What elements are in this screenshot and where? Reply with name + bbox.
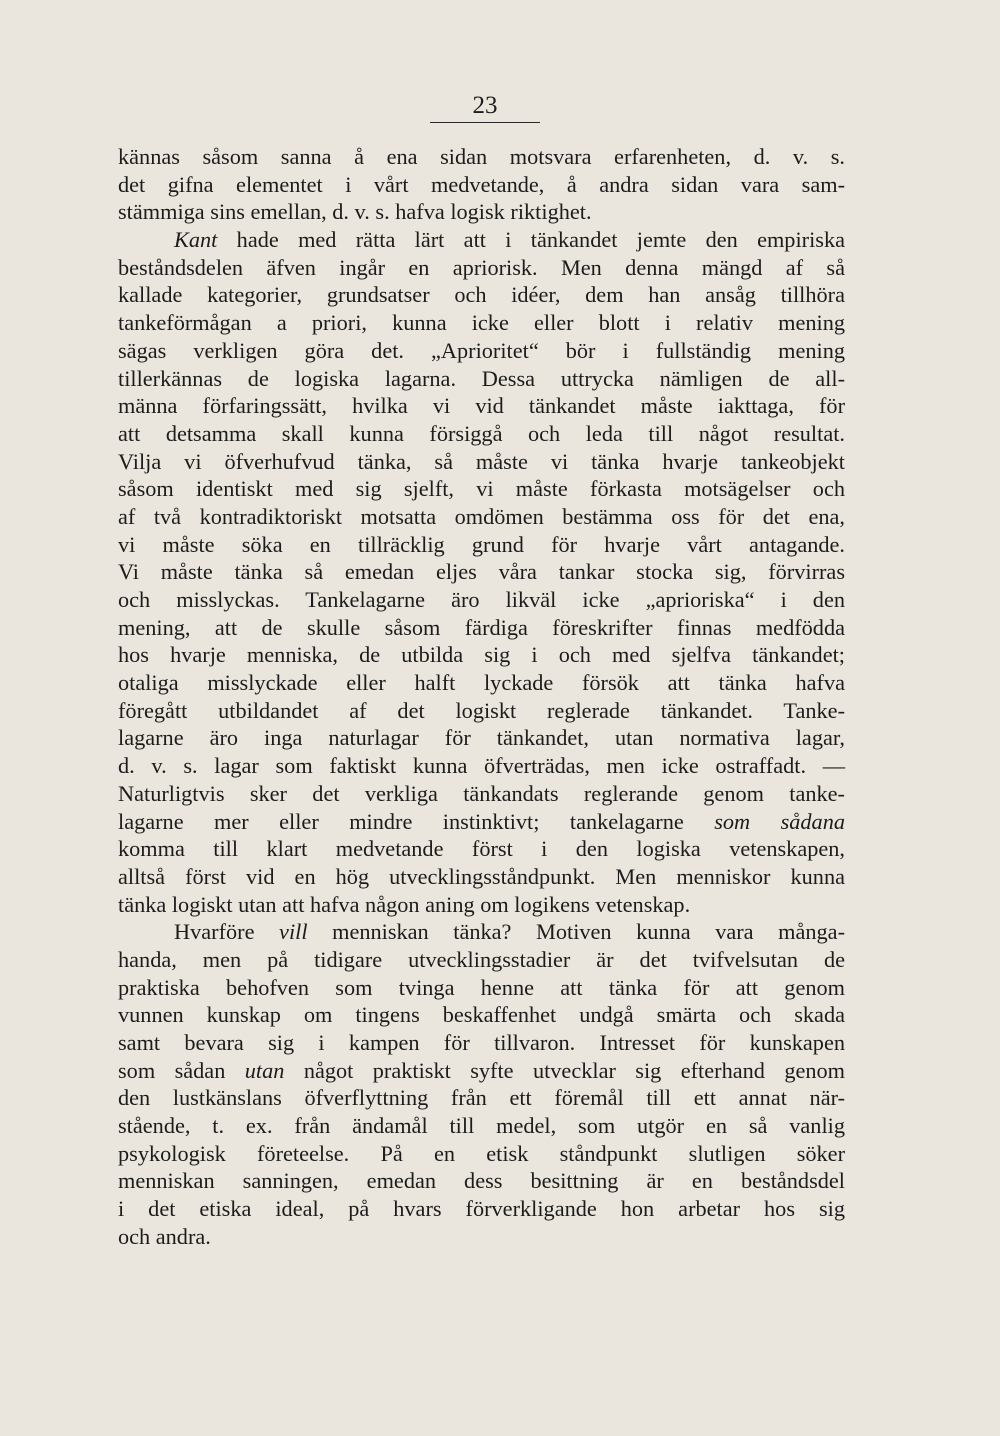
text-run: psykologisk företeelse. På en etisk ståndpunkt slutligen söker (118, 1140, 845, 1166)
text-line (118, 198, 845, 226)
body-text (118, 143, 845, 1251)
text-run: föregått utbildandet af det logiskt reglerade tänkandet. Tanke- (118, 697, 845, 723)
text-run: samt bevara sig i kampen för tillvaron. Intresset för kunskapen (118, 1030, 845, 1055)
text-run: otaliga misslyckade eller halft lyckade försök att tänka hafva (118, 670, 845, 696)
text-run: mening, att de skulle såsom färdiga föreskrifter finnas medfödda (118, 614, 845, 640)
text-line (118, 1029, 845, 1057)
text-line (118, 946, 845, 974)
text-line (118, 365, 845, 393)
text-run: hade med rätta lärt att i tänkandet jemte den empiriska (217, 227, 845, 253)
text-line (118, 1223, 845, 1251)
text-line (118, 281, 845, 309)
text-line (118, 1084, 845, 1112)
text-run: tillerkännas de logiska lagarna. Dessa uttrycka nämligen de all- (118, 365, 845, 391)
text-run: hos hvarje menniska, de utbilda sig i och med sjelfva tänkandet; (118, 642, 845, 668)
text-line (118, 558, 845, 586)
text-line (118, 863, 845, 891)
text-line (118, 1112, 845, 1140)
page-number: 23 (472, 92, 498, 119)
text-run: beståndsdelen äfven ingår en apriorisk. Men denna mängd af så (118, 254, 845, 280)
text-run: tänka logiskt utan att hafva någon aning om logikens vetenskap. (118, 891, 691, 917)
text-line (118, 641, 845, 669)
text-run: Naturligtvis sker det verkliga tänkandats reglerande genom tanke- (118, 780, 845, 806)
text-run: som sådan (118, 1057, 245, 1083)
text-run: såsom identiskt med sig sjelft, vi måste förkasta motsägelser och (118, 476, 845, 502)
text-run: Vi måste tänka så emedan eljes våra tankar stocka sig, förvirras (118, 559, 845, 585)
text-run: männa förfaringssätt, hvilka vi vid tänkandet måste iakttaga, för (118, 393, 845, 419)
emphasized-text: Kant (174, 227, 218, 253)
text-line (118, 724, 845, 752)
text-run: och andra. (118, 1223, 211, 1249)
page-number-rule (430, 122, 540, 123)
text-line (118, 392, 845, 420)
text-line (118, 226, 845, 254)
text-run: i det etiska ideal, på hvars förverkligande hon arbetar hos sig (118, 1196, 845, 1222)
text-run: något praktiskt syfte utvecklar sig efterhand genom (284, 1057, 845, 1083)
emphasized-text: som sådana (714, 808, 845, 834)
text-run: menniskan sanningen, emedan dess besittning är en beståndsdel (118, 1168, 845, 1194)
text-run: vi måste söka en tillräcklig grund för hvarje vårt antagande. (118, 531, 845, 557)
text-run: sägas verkligen göra det. „Aprioritet“ bör i fullständig mening (118, 337, 845, 363)
text-run: stämmiga sins emellan, d. v. s. hafva logisk riktighet. (118, 199, 592, 225)
text-run: af två kontradiktoriskt motsatta omdömen bestämma oss för det ena, (118, 503, 845, 529)
text-line (118, 614, 845, 642)
text-line (118, 1140, 845, 1168)
text-run: praktiska behofven som tvinga henne att tänka för att genom (118, 974, 845, 1000)
text-line (118, 475, 845, 503)
text-run: alltså först vid en hög utvecklingsståndpunkt. Men menniskor kunna (118, 863, 845, 889)
text-line (118, 531, 845, 559)
text-line (118, 420, 845, 448)
text-run: vunnen kunskap om tingens beskaffenhet undgå smärta och skada (118, 1002, 845, 1028)
text-run: det gifna elementet i vårt medvetande, å andra sidan vara sam- (118, 171, 845, 197)
text-line (118, 1167, 845, 1195)
text-line (118, 808, 845, 836)
text-run: lagarne mer eller mindre instinktivt; tankelagarne (118, 808, 715, 834)
text-line (118, 171, 845, 199)
text-line (118, 143, 845, 171)
emphasized-text: utan (244, 1057, 285, 1083)
text-line (118, 1057, 845, 1085)
text-run: handa, men på tidigare utvecklingsstadier är det tvifvelsutan de (118, 946, 845, 972)
text-run: tankeförmågan a priori, kunna icke eller blott i relativ mening (118, 310, 845, 336)
text-line (118, 835, 845, 863)
text-line (118, 309, 845, 337)
text-run: menniskan tänka? Motiven kunna vara många- (307, 919, 846, 945)
text-line (118, 254, 845, 282)
text-line (118, 891, 845, 919)
text-run: att detsamma skall kunna försiggå och leda till något resultat. (118, 420, 845, 446)
text-line (118, 448, 845, 476)
emphasized-text: vill (279, 919, 308, 945)
text-line (118, 780, 845, 808)
text-line (118, 697, 845, 725)
text-run: komma till klart medvetande först i den logiska vetenskapen, (118, 836, 845, 862)
text-line (118, 752, 845, 780)
text-line (118, 918, 845, 946)
text-line (118, 503, 845, 531)
text-line (118, 669, 845, 697)
text-run: kallade kategorier, grundsatser och idéer, dem han ansåg tillhöra (118, 282, 845, 308)
text-run: Hvarföre (174, 919, 280, 945)
text-run: kännas såsom sanna å ena sidan motsvara erfarenheten, d. v. s. (118, 144, 845, 169)
text-run: och misslyckas. Tankelagarne äro likväl icke „aprioriska“ i den (118, 587, 845, 612)
text-line (118, 1195, 845, 1223)
text-run: den lustkänslans öfverflyttning från ett föremål till ett annat när- (118, 1085, 845, 1111)
text-line (118, 974, 845, 1002)
text-line (118, 1001, 845, 1029)
text-run: d. v. s. lagar som faktiskt kunna öfverträdas, men icke ostraffadt. — (118, 753, 845, 779)
text-line (118, 586, 845, 614)
text-line (118, 337, 845, 365)
text-run: lagarne äro inga naturlagar för tänkandet, utan normativa lagar, (118, 725, 845, 751)
text-run: Vilja vi öfverhufvud tänka, så måste vi tänka hvarje tankeobjekt (118, 448, 845, 474)
text-run: stående, t. ex. från ändamål till medel, som utgör en så vanlig (118, 1113, 845, 1139)
